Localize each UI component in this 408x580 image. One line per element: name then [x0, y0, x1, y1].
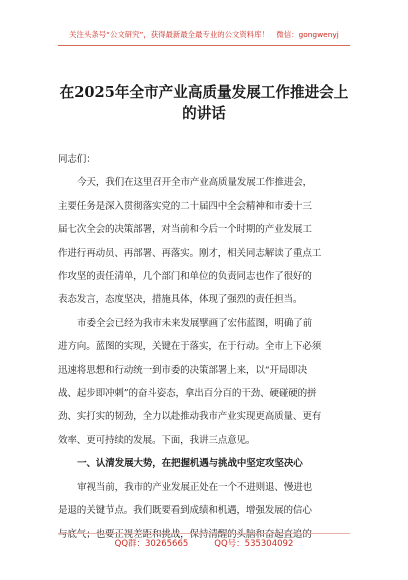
body-line: 作攻坚的责任清单，几个部门和单位的负责同志也作了很好的: [58, 271, 312, 283]
footer-qq-group: QQ群：30265665: [114, 539, 189, 549]
body-line: 审视当前，我市的产业发展正处在一个不进则退、慢进也: [77, 481, 313, 493]
footer-contact: [58, 537, 350, 549]
body-line: 劲、实打实的韧劲，全力以赴推动我市产业实现更高质量、更有: [58, 411, 322, 423]
body-line: 表态发言，态度坚决，措施具体，体现了强烈的责任担当。: [58, 294, 303, 306]
section-heading: 一、认清发展大势，在把握机遇与挑战中坚定攻坚决心: [77, 458, 303, 470]
body-line: 今天，我们在这里召开全市产业高质量发展工作推进会，: [77, 177, 313, 189]
header-divider: [58, 45, 350, 46]
body-line: 作进行再动员、再部署、再落实。刚才，相关同志解读了重点工: [58, 247, 322, 259]
footer-qq-number: QQ号：535304092: [214, 539, 294, 549]
body-line: 迅速将思想和行动统一到市委的决策部署上来，以“开局即决: [58, 364, 308, 376]
body-line: 与底气；也要正视差距和挑战，保持清醒的头脑和奋起直追的: [58, 528, 312, 540]
body-line: 同志们：: [58, 154, 96, 165]
body-line: 进方向。蓝图的实现，关键在于落实，在于行动。全市上下必须: [58, 341, 322, 353]
body-line: 战、起步即冲刺”的奋斗姿态，拿出百分百的干劲、硬碰硬的拼: [58, 388, 317, 400]
body-line: 市委全会已经为我市未来发展擘画了宏伟蓝图，明确了前: [77, 317, 313, 329]
footer-divider: [58, 533, 350, 534]
body-line: 效率、更可持续的发展。下面，我讲三点意见。: [58, 434, 256, 446]
document-title: 在2025年全市产业高质量发展工作推进会上的讲话: [59, 84, 349, 122]
document-body: [58, 148, 352, 546]
body-line: 是退的关键节点。我们既要看到成绩和机遇，增强发展的信心: [58, 505, 312, 517]
header-promo-note: 关注头条号“公文研究”，获得最新最全最专业的公文资料库！ 微信：gongwenyj: [69, 30, 339, 39]
body-line: 届七次全会的决策部署，对当前和今后一个时期的产业发展工: [58, 224, 312, 236]
body-line: 主要任务是深入贯彻落实党的二十届四中全会精神和市委十三: [58, 200, 312, 212]
